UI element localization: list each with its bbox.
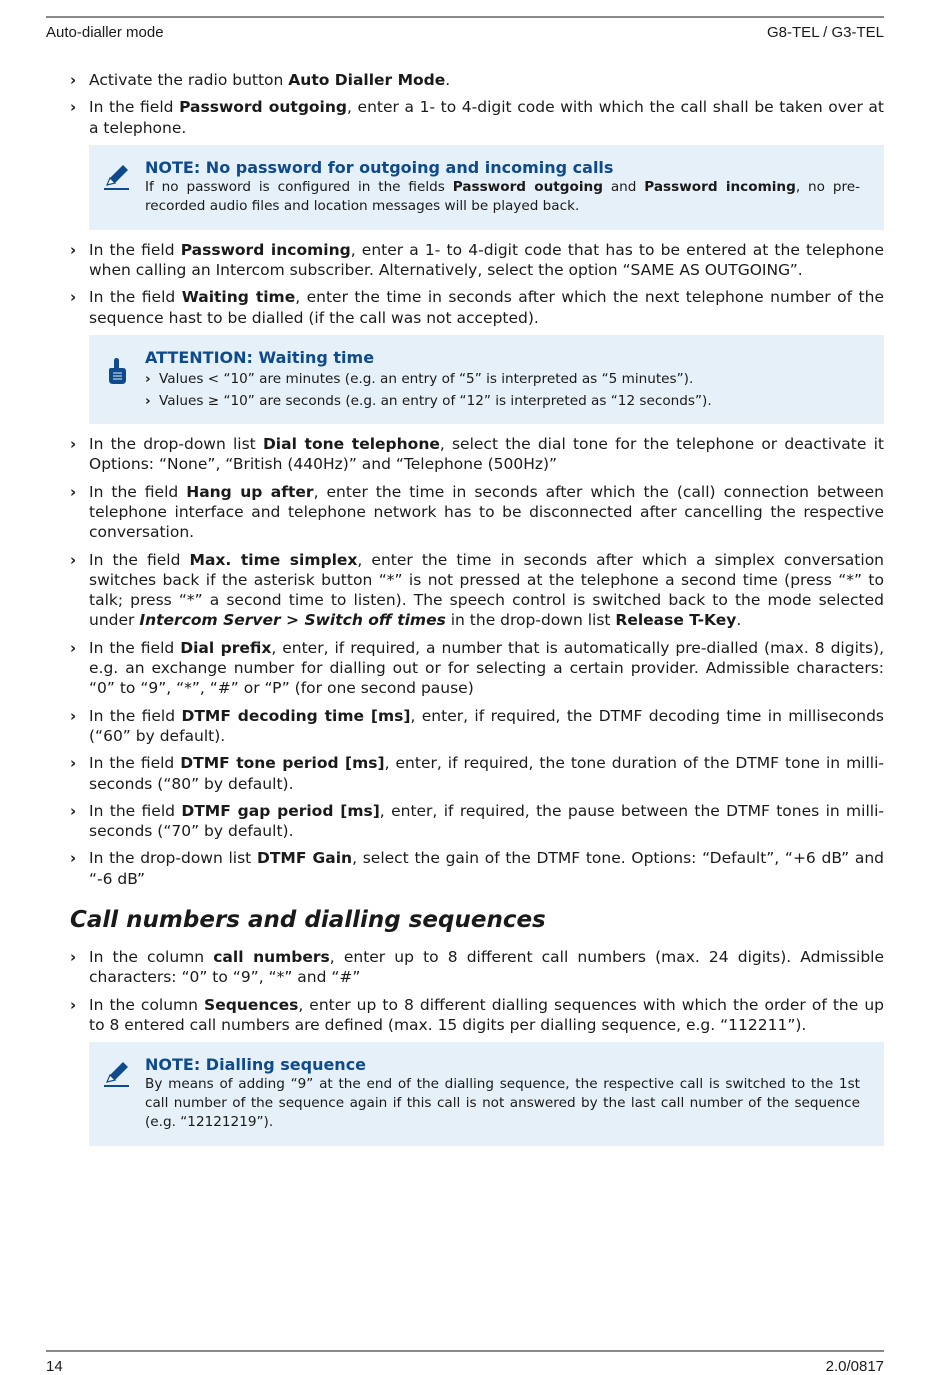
note-box-password bbox=[89, 145, 884, 230]
page-header bbox=[46, 16, 884, 41]
note-title: NOTE: Dialling sequence bbox=[145, 1055, 367, 1075]
bullet-dial-prefix: › In the field Dial prefix, enter, if required, a number that is automatically pre-dialled (max. 8 digits), e.g. an exchange number for dialling out or for selecting a certain provider. Admissible characters: “0” to “9”, “*”, “#” or “P” (for one second pause) bbox=[70, 638, 885, 698]
bullet-password-incoming: › In the field Password incoming, enter a 1- to 4-digit code that has to be entered at the telephone when calling an Intercom subscriber. Alternatively, select the option “SAME AS OUTGOING”. bbox=[70, 240, 884, 280]
header-chapter: Auto-dialler mode bbox=[46, 24, 164, 41]
attention-item: › Values < “10” are minutes (e.g. an entry of “5” is interpreted as “5 minutes”). bbox=[145, 368, 860, 390]
note-box-dialling-sequence bbox=[89, 1042, 884, 1146]
chevron-right-icon: › bbox=[70, 240, 77, 259]
bullet-dtmf-gap-period: › In the field DTMF gap period [ms], enter, if required, the pause between the DTMF tones in milli-seconds (“70” by default). bbox=[70, 801, 884, 841]
chevron-right-icon: › bbox=[145, 371, 151, 388]
bullet-dtmf-decoding-time: › In the field DTMF decoding time [ms], enter, if required, the DTMF decoding time in milliseconds (“60” by default). bbox=[70, 706, 884, 745]
chevron-right-icon: › bbox=[70, 995, 77, 1014]
chevron-right-icon: › bbox=[70, 550, 77, 569]
bullet-dtmf-gain: › In the drop-down list DTMF Gain, select the gain of the DTMF tone. Options: “Default”, “+6 dB” and “-6 dB” bbox=[70, 849, 884, 888]
bullet-auto-dialler-mode: › Activate the radio button Auto Dialler Mode. bbox=[70, 71, 451, 89]
bullet-waiting-time: › In the field Waiting time, enter the time in seconds after which the next telephone number of the sequence hast to be dialled (if the call was not accepted). bbox=[70, 288, 884, 327]
chevron-right-icon: › bbox=[70, 849, 77, 868]
bullet-password-outgoing: › In the field Password outgoing, enter a 1- to 4-digit code with which the call shall be taken over at a telephone. bbox=[70, 98, 885, 137]
bullet-max-time-simplex: › In the field Max. time simplex, enter the time in seconds after which a simplex conversation switches back if the asterisk button “*” is not pressed at the telephone a second time (press “*” to talk; press “*” a second time to listen). The speech control is switched back to the mode selected under Intercom Server > Switch off times in the drop-down list Release T-Key. bbox=[70, 550, 884, 630]
page-footer bbox=[46, 1350, 884, 1375]
chevron-right-icon: › bbox=[70, 288, 77, 307]
header-product: G8-TEL / G3-TEL bbox=[767, 24, 884, 41]
bullet-hang-up-after: › In the field Hang up after, enter the time in seconds after which the (call) connection between telephone interface and telephone network has to be disconnected after cancelling the respective conversation. bbox=[70, 482, 884, 542]
chevron-right-icon: › bbox=[70, 482, 77, 501]
bullet-dial-tone-telephone: › In the drop-down list Dial tone telephone, select the dial tone for the telephone or deactivate it Options: “None”, “British (440Hz)” and “Telephone (500Hz)” bbox=[70, 435, 884, 474]
chevron-right-icon: › bbox=[70, 948, 77, 967]
chevron-right-icon: › bbox=[70, 754, 77, 773]
note-title: NOTE: No password for outgoing and incoming calls bbox=[145, 157, 614, 177]
chevron-right-icon: › bbox=[70, 801, 77, 820]
page-content bbox=[70, 70, 884, 1156]
document-version: 2.0/0817 bbox=[825, 1358, 884, 1375]
bullet-sequences: › In the column Sequences, enter up to 8 different dialling sequences with which the order of the up to 8 entered call numbers are defined (max. 15 digits per dialling sequence, e.g. “112211”). bbox=[70, 995, 884, 1034]
chevron-right-icon: › bbox=[70, 638, 77, 657]
pencil-icon bbox=[101, 1058, 133, 1090]
attention-title: ATTENTION: Waiting time bbox=[145, 348, 375, 368]
attention-box-waiting-time bbox=[89, 335, 884, 424]
attention-item: › Values ≥ “10” are seconds (e.g. an entry of “12” is interpreted as “12 seconds”). bbox=[145, 390, 860, 412]
page-number: 14 bbox=[46, 1358, 63, 1375]
bullet-call-numbers: › In the column call numbers, enter up to 8 different call numbers (max. 24 digits). Admissible characters: “0” to “9”, “*” and “#” bbox=[70, 948, 885, 987]
pencil-icon bbox=[101, 161, 133, 193]
chevron-right-icon: › bbox=[70, 435, 77, 454]
chevron-right-icon: › bbox=[70, 98, 77, 117]
bullet-dtmf-tone-period: › In the field DTMF tone period [ms], enter, if required, the tone duration of the DTMF tone in milli-seconds (“80” by default). bbox=[70, 754, 885, 793]
note-body: By means of adding “9” at the end of the dialling sequence, the respective call is switched to the 1st call number of the sequence again if this call is not answered by the last call number of the sequence (e.g. “12121219”). bbox=[145, 1076, 860, 1131]
chevron-right-icon: › bbox=[70, 706, 77, 725]
pointing-hand-icon bbox=[101, 355, 133, 387]
section-title: Call numbers and dialling sequences bbox=[70, 907, 546, 934]
note-body: If no password is configured in the fields Password outgoing and Password incoming, no pre-recorded audio files and location messages will be played back. bbox=[145, 178, 861, 214]
chevron-right-icon: › bbox=[70, 71, 77, 89]
chevron-right-icon: › bbox=[145, 393, 151, 410]
